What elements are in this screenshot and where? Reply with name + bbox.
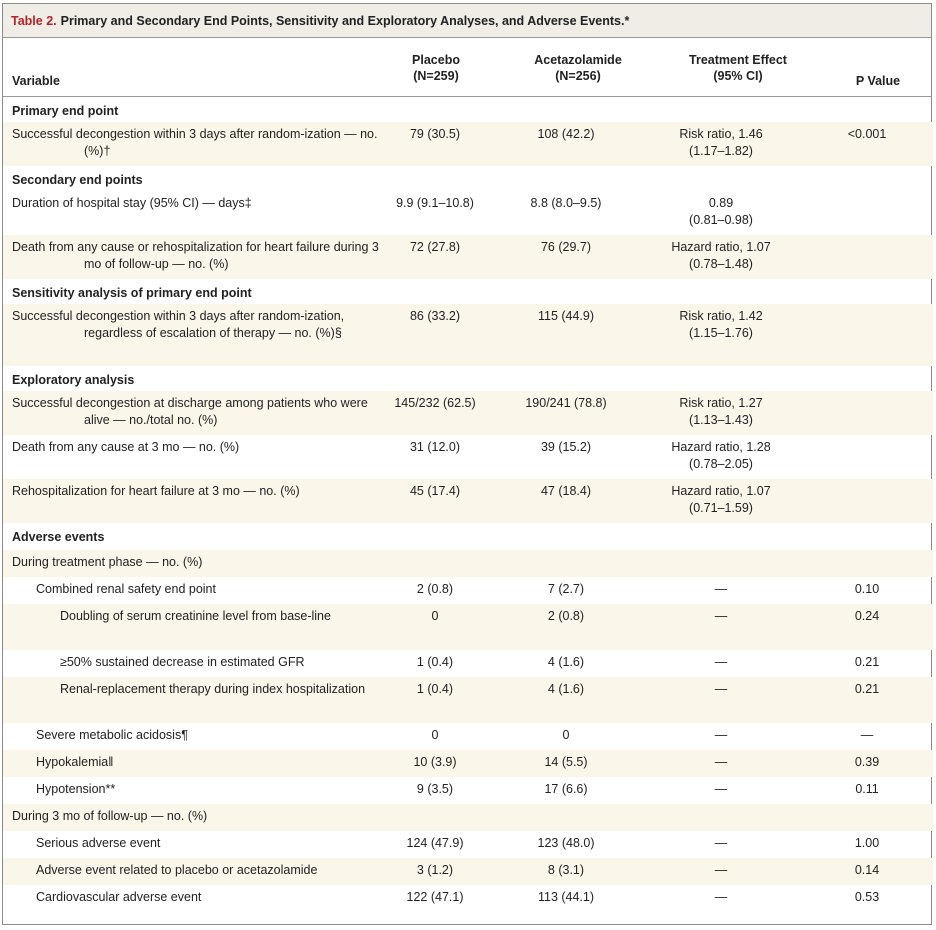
cell-variable <box>3 804 379 831</box>
table-row <box>3 235 933 279</box>
variable-label: Successful decongestion within 3 days after random-ization, regardless of escalation of therapy — no. (%)§ <box>12 309 345 340</box>
cell-placebo: 1 (0.4) <box>416 655 454 669</box>
variable-label: Combined renal safety end point <box>36 582 216 596</box>
cell-treatment-effect <box>641 777 801 804</box>
effect-ci: (1.15–1.76) <box>689 326 753 340</box>
effect-estimate: — <box>714 863 728 877</box>
cell-placebo: 124 (47.9) <box>406 836 464 850</box>
cell-treatment-effect <box>641 122 801 166</box>
cell-treatment-effect <box>641 885 801 912</box>
cell-acetazolamide: 47 (18.4) <box>491 479 641 523</box>
cell-placebo: 31 (12.0) <box>409 440 461 454</box>
table-number: Table 2. <box>11 13 57 28</box>
table-row <box>3 831 933 858</box>
cell-p-value: 0.21 <box>854 655 880 669</box>
effect-ci: (1.17–1.82) <box>689 144 753 158</box>
variable-label: Death from any cause or rehospitalization for heart failure during 3 mo of follow-up — no. (%) <box>12 240 379 271</box>
effect-ci: (0.81–0.98) <box>689 213 753 227</box>
section-row <box>3 523 933 550</box>
cell-acetazolamide: 4 (1.6) <box>547 655 585 669</box>
cell-variable <box>3 650 379 677</box>
cell-placebo: 0 <box>431 728 439 742</box>
effect-estimate: — <box>714 655 728 669</box>
cell-acetazolamide: 123 (48.0) <box>537 836 595 850</box>
header-variable: Variable <box>12 74 60 88</box>
cell-placebo: 86 (33.2) <box>379 304 491 366</box>
section-heading: Adverse events <box>12 530 105 544</box>
effect-estimate: — <box>714 682 728 696</box>
cell-treatment-effect <box>641 435 801 479</box>
cell-acetazolamide: 76 (29.7) <box>491 235 641 279</box>
cell-acetazolamide: 113 (44.1) <box>537 890 595 904</box>
variable-label: ≥50% sustained decrease in estimated GFR <box>60 655 305 669</box>
cell-treatment-effect <box>641 650 801 677</box>
cell-variable <box>3 391 379 435</box>
cell-treatment-effect <box>641 191 801 235</box>
effect-estimate: — <box>714 609 728 623</box>
effect-estimate: Hazard ratio, 1.28 <box>671 440 771 454</box>
effect-estimate: — <box>714 782 728 796</box>
effect-estimate: — <box>714 890 728 904</box>
cell-acetazolamide: 4 (1.6) <box>491 677 641 723</box>
effect-ci: (0.78–2.05) <box>689 457 753 471</box>
cell-variable <box>3 777 379 804</box>
cell-acetazolamide: 108 (42.2) <box>491 122 641 166</box>
effect-estimate: Risk ratio, 1.46 <box>679 127 763 141</box>
cell-placebo: 0 <box>379 604 491 650</box>
effect-estimate: Hazard ratio, 1.07 <box>671 484 771 498</box>
table-row <box>3 550 933 577</box>
cell-p-value <box>801 304 933 366</box>
cell-acetazolamide: 8.8 (8.0–9.5) <box>530 196 602 210</box>
cell-acetazolamide: 0 <box>562 728 570 742</box>
table-row <box>3 723 933 750</box>
cell-acetazolamide: 17 (6.6) <box>544 782 588 796</box>
variable-label: During 3 mo of follow-up — no. (%) <box>12 809 208 823</box>
cell-placebo: 145/232 (62.5) <box>379 391 491 435</box>
variable-label: Hypotension** <box>36 782 116 796</box>
section-heading: Exploratory analysis <box>12 373 135 387</box>
variable-label: Successful decongestion within 3 days after random-ization — no. (%)† <box>12 127 378 158</box>
header-acet-n: (N=256) <box>555 69 601 83</box>
cell-treatment-effect <box>641 831 801 858</box>
cell-p-value: <0.001 <box>801 122 933 166</box>
header-placebo-name: Placebo <box>412 53 460 67</box>
cell-placebo: 3 (1.2) <box>379 858 491 885</box>
table-row <box>3 885 933 912</box>
header-placebo-n: (N=259) <box>413 69 459 83</box>
table-row <box>3 435 933 479</box>
table-row <box>3 858 933 885</box>
table-row <box>3 804 933 831</box>
effect-estimate: Risk ratio, 1.27 <box>679 396 763 410</box>
section-row <box>3 279 933 304</box>
cell-treatment-effect <box>641 858 801 885</box>
cell-placebo: 10 (3.9) <box>379 750 491 777</box>
effect-estimate: — <box>714 836 728 850</box>
table-body <box>3 97 933 912</box>
effect-ci: (1.13–1.43) <box>689 413 753 427</box>
section-heading: Secondary end points <box>12 173 143 187</box>
section-heading: Sensitivity analysis of primary end point <box>12 286 252 300</box>
cell-p-value: 1.00 <box>854 836 880 850</box>
cell-p-value: — <box>860 728 874 742</box>
table-row <box>3 777 933 804</box>
cell-p-value: 0.10 <box>854 582 880 596</box>
table-row <box>3 479 933 523</box>
cell-p-value <box>801 550 933 577</box>
cell-variable <box>3 550 379 577</box>
variable-label: Serious adverse event <box>36 836 161 850</box>
variable-label: Adverse event related to placebo or acetazolamide <box>36 863 318 877</box>
cell-variable <box>3 235 379 279</box>
header-effect-ci: (95% CI) <box>713 69 763 83</box>
header-acet-name: Acetazolamide <box>534 53 622 67</box>
cell-p-value: 0.53 <box>854 890 880 904</box>
cell-acetazolamide: 8 (3.1) <box>491 858 641 885</box>
table-row <box>3 191 933 235</box>
cell-variable <box>3 304 379 366</box>
cell-variable <box>3 435 379 479</box>
cell-variable <box>3 604 379 650</box>
cell-acetazolamide: 14 (5.5) <box>491 750 641 777</box>
cell-p-value <box>801 191 933 235</box>
cell-treatment-effect <box>641 750 801 777</box>
header-treatment-effect <box>663 52 813 84</box>
cell-variable <box>3 885 379 912</box>
effect-estimate: Risk ratio, 1.42 <box>679 309 763 323</box>
cell-treatment-effect <box>641 550 801 577</box>
table-row <box>3 577 933 604</box>
effect-estimate: — <box>714 755 728 769</box>
table-row <box>3 677 933 723</box>
effect-estimate: Hazard ratio, 1.07 <box>671 240 771 254</box>
variable-label: Successful decongestion at discharge among patients who were alive — no./total no. (%) <box>12 396 368 427</box>
cell-placebo: 79 (30.5) <box>379 122 491 166</box>
cell-variable <box>3 479 379 523</box>
cell-treatment-effect <box>641 723 801 750</box>
cell-p-value: 0.21 <box>801 677 933 723</box>
variable-label: Doubling of serum creatinine level from base-line <box>60 609 331 623</box>
cell-treatment-effect <box>641 479 801 523</box>
cell-treatment-effect <box>641 304 801 366</box>
variable-label: During treatment phase — no. (%) <box>12 555 203 569</box>
section-row <box>3 166 933 191</box>
cell-placebo <box>379 550 491 577</box>
variable-label: Renal-replacement therapy during index hospitalization <box>60 682 366 696</box>
cell-variable <box>3 831 379 858</box>
cell-p-value: 0.39 <box>801 750 933 777</box>
table-header <box>3 38 931 97</box>
cell-variable <box>3 750 379 777</box>
cell-treatment-effect <box>641 677 801 723</box>
cell-acetazolamide <box>491 550 641 577</box>
cell-acetazolamide <box>491 804 641 831</box>
cell-treatment-effect <box>641 235 801 279</box>
table-title: Primary and Secondary End Points, Sensitivity and Exploratory Analyses, and Adverse Events.* <box>60 13 630 28</box>
table-row <box>3 304 933 366</box>
effect-estimate: 0.89 <box>708 196 734 210</box>
variable-label: Duration of hospital stay (95% CI) — days‡ <box>12 196 252 210</box>
cell-placebo: 45 (17.4) <box>379 479 491 523</box>
cell-p-value: 0.24 <box>801 604 933 650</box>
cell-treatment-effect <box>641 577 801 604</box>
cell-acetazolamide: 39 (15.2) <box>540 440 592 454</box>
header-effect-name: Treatment Effect <box>689 53 787 67</box>
cell-acetazolamide: 190/241 (78.8) <box>491 391 641 435</box>
section-heading: Primary end point <box>12 104 119 118</box>
cell-p-value <box>801 391 933 435</box>
cell-placebo: 72 (27.8) <box>379 235 491 279</box>
cell-treatment-effect <box>641 804 801 831</box>
variable-label: Rehospitalization for heart failure at 3 mo — no. (%) <box>12 484 300 498</box>
header-placebo <box>383 52 489 84</box>
cell-treatment-effect <box>641 604 801 650</box>
table-row <box>3 650 933 677</box>
cell-variable <box>3 723 379 750</box>
cell-variable <box>3 191 379 235</box>
table-row <box>3 604 933 650</box>
variable-label: Hypokalemia‖ <box>36 755 114 769</box>
cell-p-value: 0.11 <box>855 782 879 796</box>
table-row <box>3 750 933 777</box>
cell-variable <box>3 577 379 604</box>
table-caption <box>3 4 931 38</box>
table-row <box>3 122 933 166</box>
variable-label: Cardiovascular adverse event <box>36 890 202 904</box>
effect-ci: (0.78–1.48) <box>689 257 753 271</box>
effect-ci: (0.71–1.59) <box>689 501 753 515</box>
cell-p-value <box>801 235 933 279</box>
results-table <box>2 3 932 925</box>
cell-variable <box>3 122 379 166</box>
cell-placebo: 1 (0.4) <box>379 677 491 723</box>
table-row <box>3 391 933 435</box>
header-p-value: P Value <box>855 74 901 88</box>
section-row <box>3 366 933 391</box>
section-row <box>3 97 933 122</box>
cell-placebo: 122 (47.1) <box>406 890 464 904</box>
cell-p-value <box>801 435 933 479</box>
cell-p-value <box>801 479 933 523</box>
cell-placebo <box>379 804 491 831</box>
variable-label: Death from any cause at 3 mo — no. (%) <box>12 440 240 454</box>
cell-acetazolamide: 7 (2.7) <box>547 582 585 596</box>
cell-placebo: 2 (0.8) <box>416 582 454 596</box>
cell-variable <box>3 677 379 723</box>
variable-label: Severe metabolic acidosis¶ <box>36 728 188 742</box>
effect-estimate: — <box>714 728 728 742</box>
cell-acetazolamide: 115 (44.9) <box>491 304 641 366</box>
cell-placebo: 9.9 (9.1–10.8) <box>396 196 474 210</box>
effect-estimate: — <box>714 582 728 596</box>
header-acetazolamide <box>513 52 643 84</box>
cell-p-value <box>801 804 933 831</box>
cell-p-value: 0.14 <box>801 858 933 885</box>
cell-acetazolamide: 2 (0.8) <box>491 604 641 650</box>
cell-treatment-effect <box>641 391 801 435</box>
cell-variable <box>3 858 379 885</box>
cell-placebo: 9 (3.5) <box>416 782 454 796</box>
